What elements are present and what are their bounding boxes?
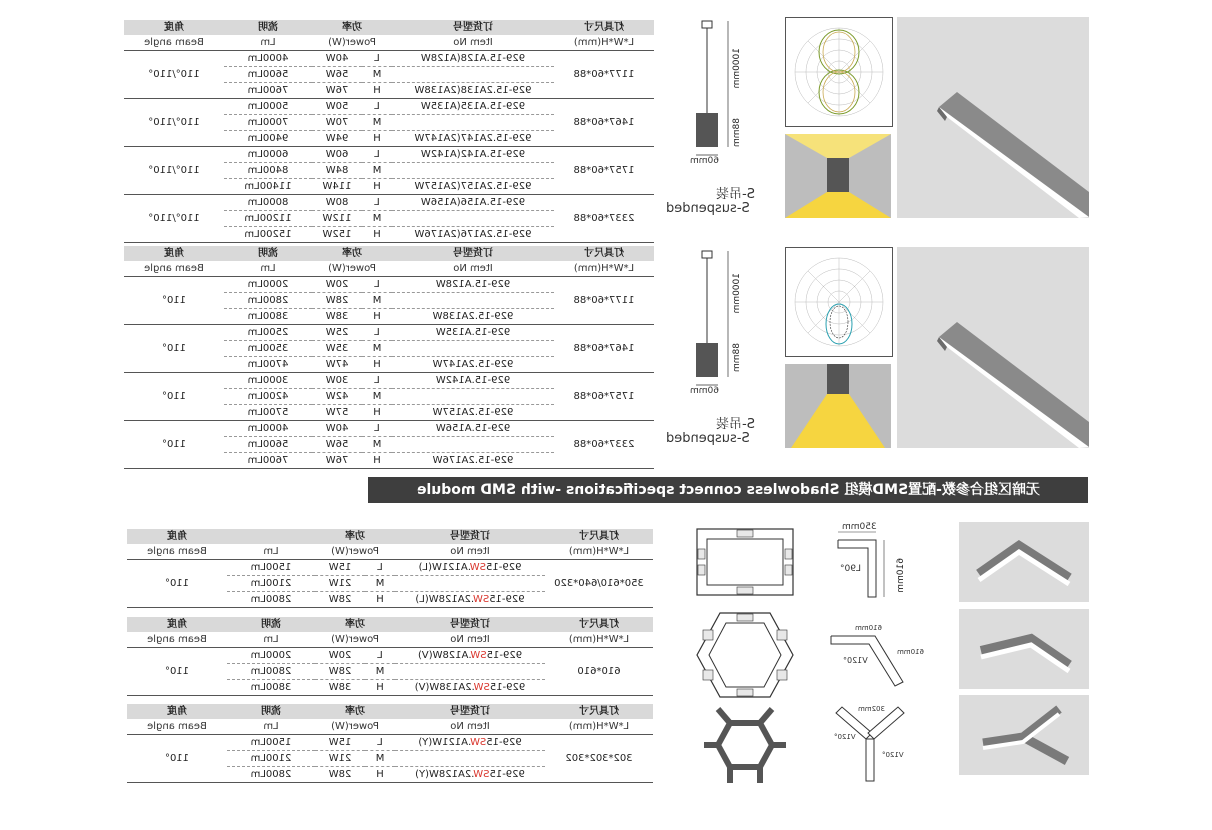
table-row: 110°/110° 8000Lm 80W L 929-15.A156(A156W 2337*60*88 xyxy=(124,195,654,211)
smd-table-2 xyxy=(127,617,653,696)
table-row: 3800Lm 38W H 929-15.2A138W xyxy=(124,309,654,325)
table-header-en: Beam angle Lm Power(W) Item No L*W*H(mm) xyxy=(124,35,654,51)
table-header-cn: 角度 功率 订货型号 灯具尺寸 xyxy=(127,529,653,544)
table-row: 110°/110° 6000Lm 60W L 929-15.A142(A142W 1757*60*88 xyxy=(124,147,654,163)
table-row: 110°/110° 5000Lm 50W L 929-15.A135(A135W 1467*60*88 xyxy=(124,99,654,115)
table-row: 15200Lm 152W H 929-15.2A176(2A176W xyxy=(124,227,654,243)
rectangle-layout-drawing xyxy=(695,527,795,597)
mount-label-cn: S-吊装 xyxy=(716,417,755,432)
table-row: 2800Lm 28W M xyxy=(124,293,654,309)
height-label: 88mm xyxy=(732,343,742,372)
table-row: 7600Lm 76W H 929-15.2A138(2A138W xyxy=(124,83,654,99)
table-row: 9400Lm 94W H 929-15.2A147(2A147W xyxy=(124,131,654,147)
table-row: 7000Lm 70W M xyxy=(124,115,654,131)
table-row: 2800Lm 28W H 929-15SW.2A128W(L) xyxy=(127,592,653,608)
smd-table-1 xyxy=(127,529,653,608)
mount-label-cn: S-吊装 xyxy=(716,187,755,202)
corner-photo-1 xyxy=(959,522,1089,602)
polar-chart-bottom xyxy=(785,247,893,357)
table-row: 8400Lm 84W M xyxy=(124,163,654,179)
table-row: 7600Lm 76W H 929-15.2A176W xyxy=(124,453,654,469)
v120-corner-drawing xyxy=(825,622,924,692)
table-row: 110° 1500Lm 15W L 929-15SW.A121W(L) 350*610/640*320 xyxy=(127,560,653,576)
table-row: 11400Lm 114W H 929-15.2A157(2A157W xyxy=(124,179,654,195)
product-photo-bottom xyxy=(897,247,1089,448)
length-label: 1000mm xyxy=(732,273,742,314)
table-row: 110° 3000Lm 30W L 929-15.A142W 1757*60*88 xyxy=(124,373,654,389)
l90-corner-drawing xyxy=(830,522,910,602)
corner-photo-2 xyxy=(959,609,1089,689)
table-header-en: Beam angle Lm Power(W) Item No L*W*H(mm) xyxy=(124,261,654,277)
table-row: 4200Lm 42W M xyxy=(124,389,654,405)
v-width-label: 610mm xyxy=(855,624,882,632)
corner-photo-3 xyxy=(959,695,1089,775)
corner-height-label: 610mm xyxy=(896,558,906,593)
table-header-cn: 角度 流明 功率 订货型号 灯具尺寸 xyxy=(124,246,654,261)
table-header-en: Beam angle Lm Power(W) Item No L*W*H(mm) xyxy=(127,544,653,560)
section-banner: 无暗区组合参数-配置SMD模组 Shadowless connect specifications -with SMD module xyxy=(368,477,1088,503)
suspended-diagram-bottom xyxy=(660,248,780,448)
table-row: 3800Lm 38W H 929-15SW.2A138W(V) xyxy=(127,680,653,696)
smd-table-3 xyxy=(127,704,653,783)
y-length-label: 302mm xyxy=(858,705,885,713)
table-row: 11200Lm 112W M xyxy=(124,211,654,227)
light-effect-top xyxy=(785,134,891,218)
length-label: 1000mm xyxy=(732,48,742,89)
width-label: 60mm xyxy=(690,386,719,396)
table-header-cn: 角度 流明 功率 订货型号 灯具尺寸 xyxy=(127,617,653,632)
table-row: 2100Lm 21W M xyxy=(127,751,653,767)
table-row: 110° 2000Lm 20W L 929-15SW.A128W(V) 610*610 xyxy=(127,648,653,664)
table-row: 110°/110° 4000Lm 40W L 929-15.A128(A128W 1177*60*88 xyxy=(124,51,654,67)
table-header-en: Beam angle Lm Power(W) Item No L*W*H(mm) xyxy=(127,632,653,648)
width-label: 60mm xyxy=(690,156,719,166)
table-row: 110° 2500Lm 25W L 929-15.A135W 1467*60*88 xyxy=(124,325,654,341)
table-row: 110° 4000Lm 40W L 929-15.A156W 2337*60*88 xyxy=(124,421,654,437)
v-angle-label: V120° xyxy=(843,656,868,665)
table-row: 2800Lm 28W M xyxy=(127,664,653,680)
table-row: 3500Lm 35W M xyxy=(124,341,654,357)
product-photo-top xyxy=(897,17,1089,218)
table-row: 5600Lm 56W M xyxy=(124,437,654,453)
table-row: 5700Lm 57W H 929-15.2A157W xyxy=(124,405,654,421)
light-effect-bottom xyxy=(785,364,891,448)
v-height-label: 610mm xyxy=(897,648,924,656)
corner-width-label: 350mm xyxy=(842,522,877,532)
table-row: 2100Lm 21W M xyxy=(127,576,653,592)
table-header-en: Beam angle Lm Power(W) Item No L*W*H(mm) xyxy=(127,719,653,735)
y-angle-b-label: V120° xyxy=(882,751,904,759)
table-header-cn: 角度 流明 功率 订货型号 灯具尺寸 xyxy=(127,704,653,719)
table-header-cn: 角度 流明 功率 订货型号 灯具尺寸 xyxy=(124,20,654,35)
table-row: 4700Lm 47W H 929-15.2A147W xyxy=(124,357,654,373)
y-angle-a-label: V120° xyxy=(834,733,856,741)
suspended-diagram-top xyxy=(660,18,780,218)
hexagon-layout-drawing xyxy=(695,610,795,700)
table-row: 5600Lm 56W M xyxy=(124,67,654,83)
table-row: 110° 2000Lm 20W L 929-15.A128W 1177*60*88 xyxy=(124,277,654,293)
corner-angle-label: L90° xyxy=(840,564,861,574)
height-label: 88mm xyxy=(732,118,742,147)
mount-label-en: S-suspended xyxy=(666,431,750,446)
honeycomb-layout-drawing xyxy=(700,705,790,785)
mount-label-en: S-suspended xyxy=(666,201,750,216)
y-connector-drawing xyxy=(828,703,913,783)
table-row: 2800Lm 28W H 929-15SW.2A128W(Y) xyxy=(127,767,653,783)
polar-chart-top xyxy=(785,17,893,127)
table-row: 110° 1500Lm 15W L 929-15SW.A121W(Y) 302*302*302 xyxy=(127,735,653,751)
spec-table-1 xyxy=(124,20,654,243)
spec-table-2 xyxy=(124,246,654,469)
